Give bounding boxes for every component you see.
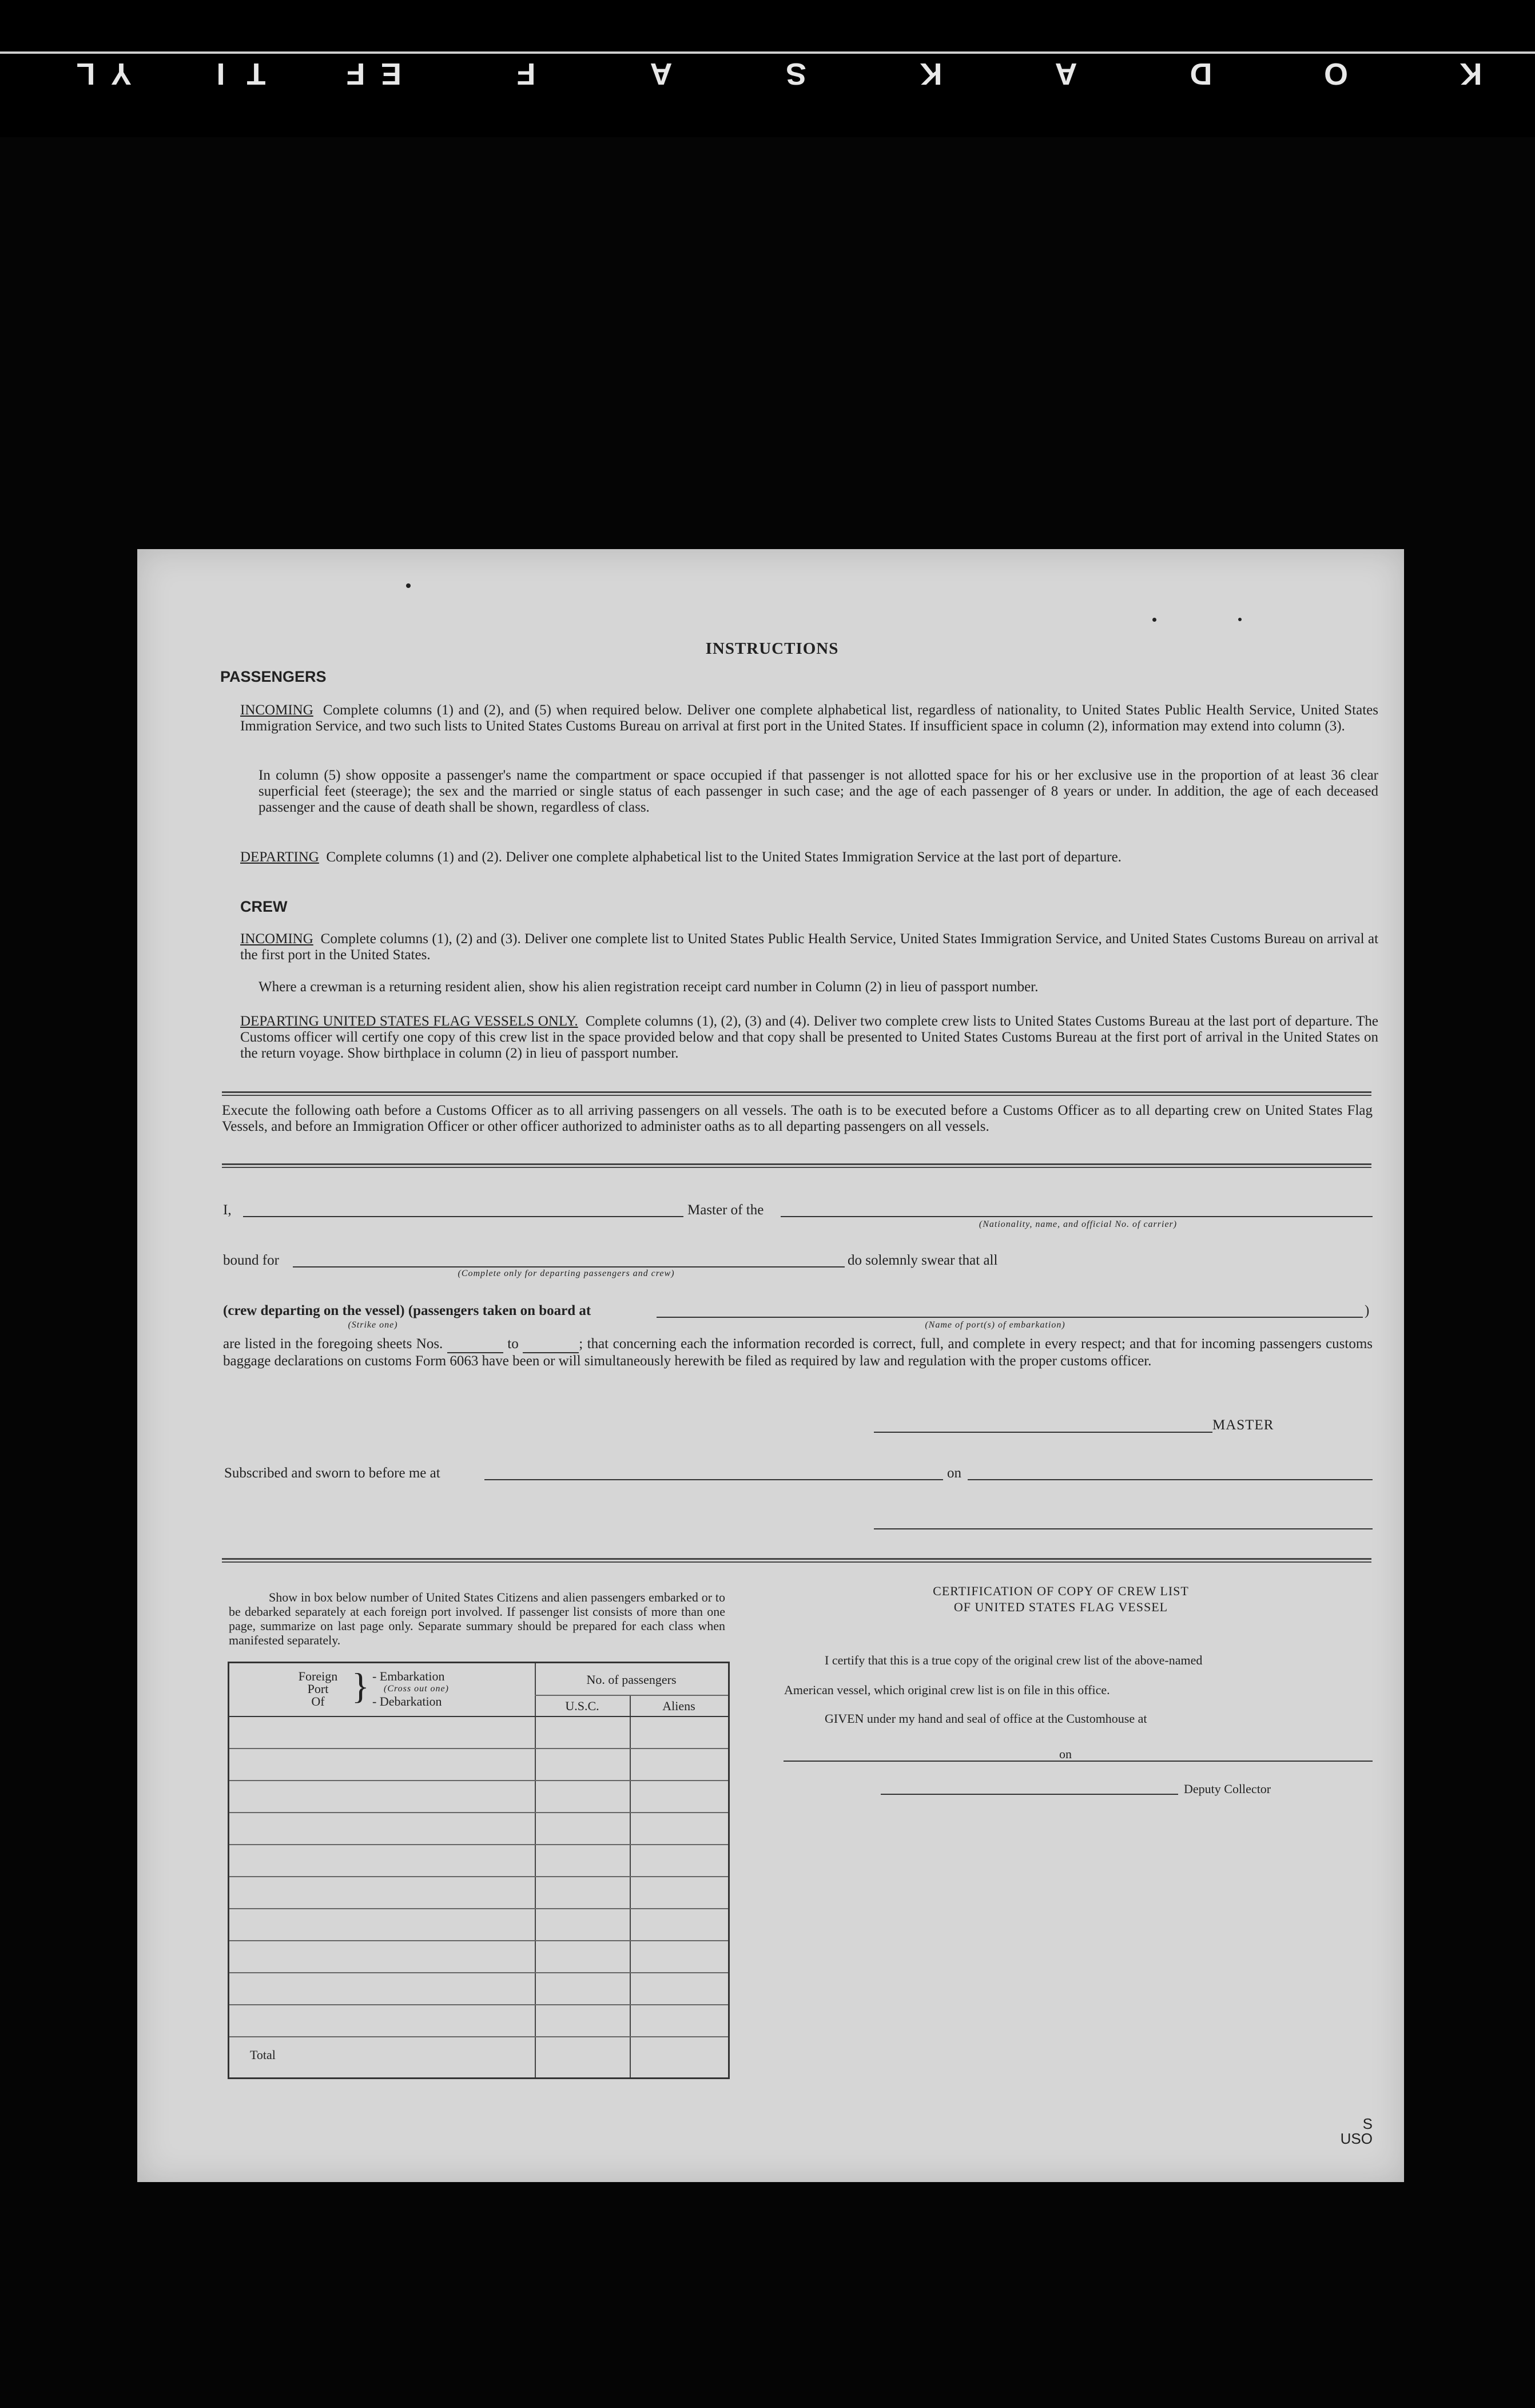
crew-incoming-paragraph [240,931,1378,963]
cross-note: (Cross out one) [384,1684,449,1694]
certification-title-line: CERTIFICATION OF COPY OF CREW LIST [933,1584,1189,1598]
deputy-collector-label: Deputy Collector [1184,1782,1271,1796]
embarkation-port-field[interactable] [657,1317,1363,1318]
incoming-label: INCOMING [240,702,313,718]
crewman-paragraph: Where a crewman is a returning resident alien, show his alien registration receipt card number in Column (2) in lieu of passport number. [259,979,1039,995]
foreign-port-line: Port [307,1682,329,1696]
film-letter: K [1460,57,1482,91]
film-letter: E [380,57,402,91]
film-letter: Y [110,57,132,91]
oath-intro: Execute the following oath before a Customs Officer as to all arriving passengers on all vessels. The oath is to be executed before a Customs Officer as to all departing crew on United States Flag Vessels, and before an Immigration Officer or other officer authorized to administer oaths as to all departing passengers on all vessels. [222,1103,1373,1134]
table-row-divider [229,2004,728,2005]
master-name-field[interactable] [243,1216,683,1217]
total-label: Total [250,2048,276,2062]
film-letter: I [216,57,225,91]
embarkation-label: - Embarkation [372,1669,445,1683]
box-instructions: Show in box below number of United States Citizens and alien passengers embarked or to be debarked separately at each foreign port involved. If passenger list consists of more than one page, summarize on last page only. Separate summary should be prepared for each class when manifested separately. [229,1590,725,1647]
speck [1238,618,1242,621]
film-letter: A [650,57,673,91]
deputy-collector-signature-field[interactable] [881,1794,1178,1795]
cert-on-label: on [1059,1747,1072,1761]
table-row-divider [229,1972,728,1973]
foreign-port-line: Of [311,1694,325,1708]
sheet-to-field[interactable] [523,1336,579,1353]
listed-text-b: ; that concerning each the information recorded is correct, full, and complete in every respect; and that for incoming passengers customs baggage declarations on customs Form 6063 have been or will simultaneously herewith be filed as required by law and regulation with the proper customs officer. [223,1336,1373,1369]
no-of-passengers-header: No. of passengers [586,1672,677,1687]
flag-vessels-paragraph [240,1014,1378,1062]
speck [1152,618,1156,622]
film-edge [0,0,1535,137]
foreign-port-line: Foreign [298,1669,338,1683]
officer-signature-field[interactable] [874,1528,1373,1529]
departing-text: Complete columns (1) and (2). Deliver one complete alphabetical list to the United States Immigration Service at the last port of departure. [326,849,1122,865]
cert-date-field[interactable] [1075,1761,1373,1762]
brace-glyph: } [352,1666,369,1706]
table-row-divider [535,1695,728,1696]
carrier-field[interactable] [781,1216,1373,1217]
table-col-divider [630,1695,631,2077]
film-letter: F [516,57,536,91]
aliens-header: Aliens [662,1699,695,1713]
film-letter: D [1190,57,1212,91]
corner-mark-line: USO [1340,2130,1373,2147]
film-edge-line [0,51,1535,54]
film-letter: A [1055,57,1077,91]
certification-title [812,1583,1310,1615]
table-row-divider [229,1940,728,1941]
certify-text-3: GIVEN under my hand and seal of office at the Customhouse at [825,1711,1147,1726]
film-letter: O [1324,57,1349,91]
corner-mark [1338,2116,1373,2146]
certify-text-1: I certify that this is a true copy of the original crew list of the above-named [825,1653,1203,1667]
crew-incoming-label: INCOMING [240,931,313,947]
passengers-header: PASSENGERS [220,668,327,685]
table-row-divider [229,1780,728,1781]
flag-vessels-text: Complete columns (1), (2), (3) and (4). Deliver two complete crew lists to United States Customs Bureau at the last port of departure. The Customs officer will certify one copy of this crew list in the space provided below and that copy shall be presented to United States Customs Bureau at the first port of arrival in the United States on the return voyage. Show birthplace in column (2) in lieu of passport number. [240,1014,1378,1061]
film-edge-text-end [0,57,423,92]
film-letter: S [785,57,807,91]
bound-for-note: (Complete only for departing passengers and crew) [458,1269,675,1278]
departing-label: DEPARTING [240,849,319,865]
incoming-paragraph [240,702,1378,734]
listed-text-a: are listed in the foregoing sheets Nos. [223,1336,443,1352]
master-of-label: Master of the [687,1202,764,1218]
table-row-divider [229,1748,728,1749]
foreign-port-label [287,1670,349,1708]
table-row-divider [229,1908,728,1909]
table-col-divider [535,1663,536,2077]
flag-vessels-label: DEPARTING UNITED STATES FLAG VESSELS ONLY. [240,1014,578,1029]
passenger-summary-table [228,1662,730,2079]
certify-text-2: American vessel, which original crew list is on file in this office. [784,1683,1110,1697]
usc-header: U.S.C. [565,1699,599,1713]
subscribed-place-field[interactable] [484,1479,943,1480]
film-letter [0,56,18,92]
departing-paragraph [240,849,1378,865]
swear-label: do solemnly swear that all [848,1253,998,1268]
subscribed-label: Subscribed and sworn to before me at [224,1465,440,1481]
subscribed-on-label: on [947,1465,961,1481]
table-header-divider [229,1716,728,1717]
divider-rule [222,1163,1371,1168]
table-row-divider [229,1844,728,1845]
debarkation-label: - Debarkation [372,1694,442,1708]
oath-i-label: I, [223,1202,232,1218]
crew-header: CREW [240,898,288,915]
embarkation-options [372,1670,449,1708]
film-letter: K [920,57,943,91]
column5-paragraph: In column (5) show opposite a passenger's name the compartment or space occupied if that passenger is not allotted space for his or her exclusive use in the proportion of at least 36 clear superficial feet (steerage); the sex and the married or single status of each passenger in such case; and the age of each passenger of 8 years or under. In addition, the age of each deceased passenger and the cause of death shall be shown, regardless of class. [259,768,1378,815]
film-letter: L [76,57,96,91]
form-page [137,549,1404,2182]
film-letter: F [346,57,365,91]
listed-paragraph [223,1336,1373,1369]
incoming-text: Complete columns (1) and (2), and (5) when required below. Deliver one complete alphabetical list, regardless of nationality, to United States Public Health Service, United States Immigration Service, and two such lists to United States Customs Bureau on arrival at first port in the United States. If insufficient space in column (2), information may extend into column (3). [240,702,1378,734]
close-paren: ) [1365,1303,1370,1318]
divider-rule [222,1091,1371,1096]
sheet-from-field[interactable] [447,1336,503,1353]
master-label: MASTER [1212,1417,1274,1433]
film-letter: T [246,57,266,91]
speck [406,583,411,588]
to-label: to [507,1336,519,1352]
divider-rule [222,1558,1371,1563]
instructions-title: INSTRUCTIONS [705,639,839,658]
table-row-divider [229,2036,728,2037]
table-row-divider [229,1876,728,1877]
bound-for-field[interactable] [293,1266,845,1267]
subscribed-date-field[interactable] [968,1479,1373,1480]
crew-incoming-text: Complete columns (1), (2) and (3). Deliver one complete list to United States Public Health Service, United States Immigration Service, and United States Customs Bureau on arrival at the first port in the United States. [240,931,1379,963]
table-row-divider [229,1812,728,1813]
bound-for-label: bound for [223,1253,279,1268]
master-signature-field[interactable] [874,1432,1212,1433]
certification-title-line: OF UNITED STATES FLAG VESSEL [953,1600,1168,1614]
crew-departing-label: (crew departing on the vessel) (passengers taken on board at [223,1303,591,1318]
strike-note: (Strike one) [348,1320,398,1330]
carrier-note: (Nationality, name, and official No. of carrier) [979,1219,1178,1229]
corner-mark-line: S [1362,2115,1373,2132]
port-note: (Name of port(s) of embarkation) [925,1320,1065,1330]
